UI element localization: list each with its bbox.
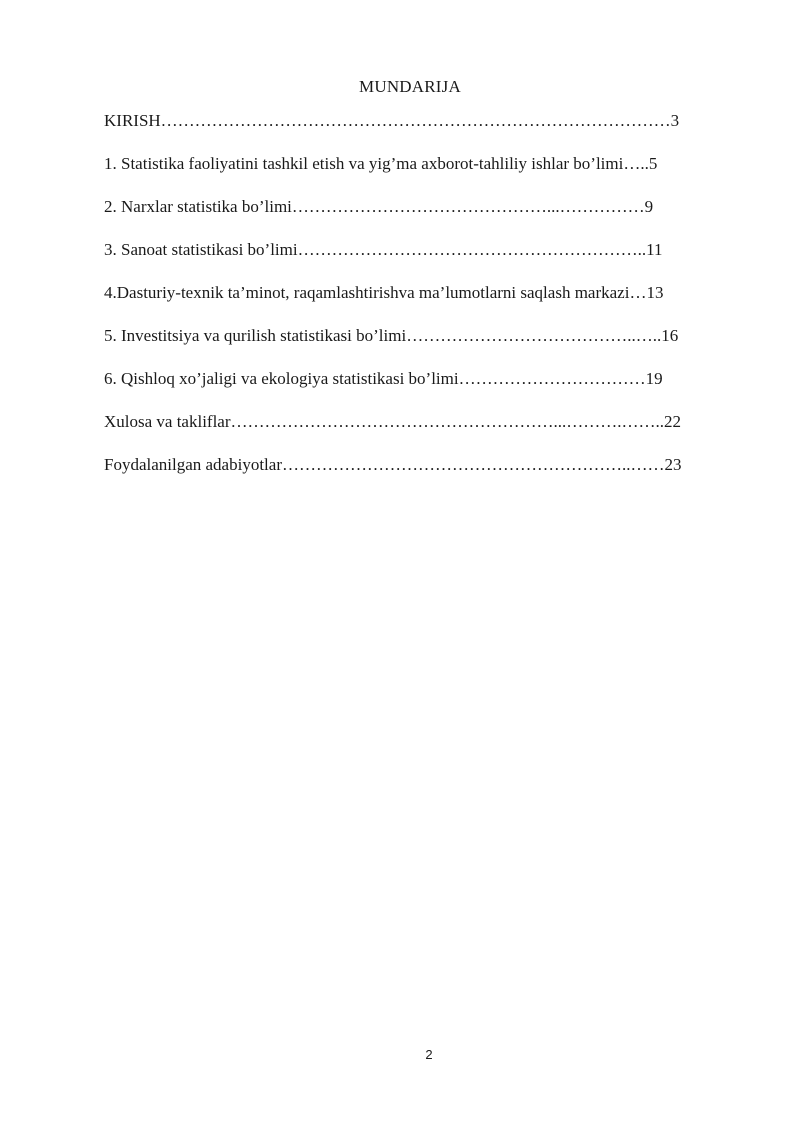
toc-entry-1: 1. Statistika faoliyatini tashkil etish va yig’ma axborot-tahliliy ishlar bo’limi…..5: [104, 154, 658, 173]
toc-entry-5: 5. Investitsiya va qurilish statistikasi bo’limi…………………………………..…..16: [104, 326, 679, 345]
toc-entry-2: 2. Narxlar statistika bo’limi………………………………………...……………9: [104, 197, 654, 216]
table-of-contents: [104, 109, 744, 496]
toc-entry-3: 3. Sanoat statistikasi bo’limi……………………………………………………..11: [104, 240, 663, 259]
toc-entry-6: 6. Qishloq xo’jaligi va ekologiya statistikasi bo’limi……………………………19: [104, 369, 663, 388]
page-number: 2: [425, 1047, 433, 1062]
toc-entry-4: 4.Dasturiy-texnik ta’minot, raqamlashtirishva ma’lumotlarni saqlash markazi…13: [104, 283, 664, 302]
toc-title: MUNDARIJA: [359, 77, 461, 96]
toc-entry-adabiyotlar: Foydalanilgan adabiyotlar……………………………………………………..……23: [104, 455, 682, 474]
toc-entry-kirish: KIRISH………………………………………………………………………………3: [104, 111, 680, 130]
toc-entry-xulosa: Xulosa va takliflar…………………………………………………...……….……..22: [104, 412, 682, 431]
